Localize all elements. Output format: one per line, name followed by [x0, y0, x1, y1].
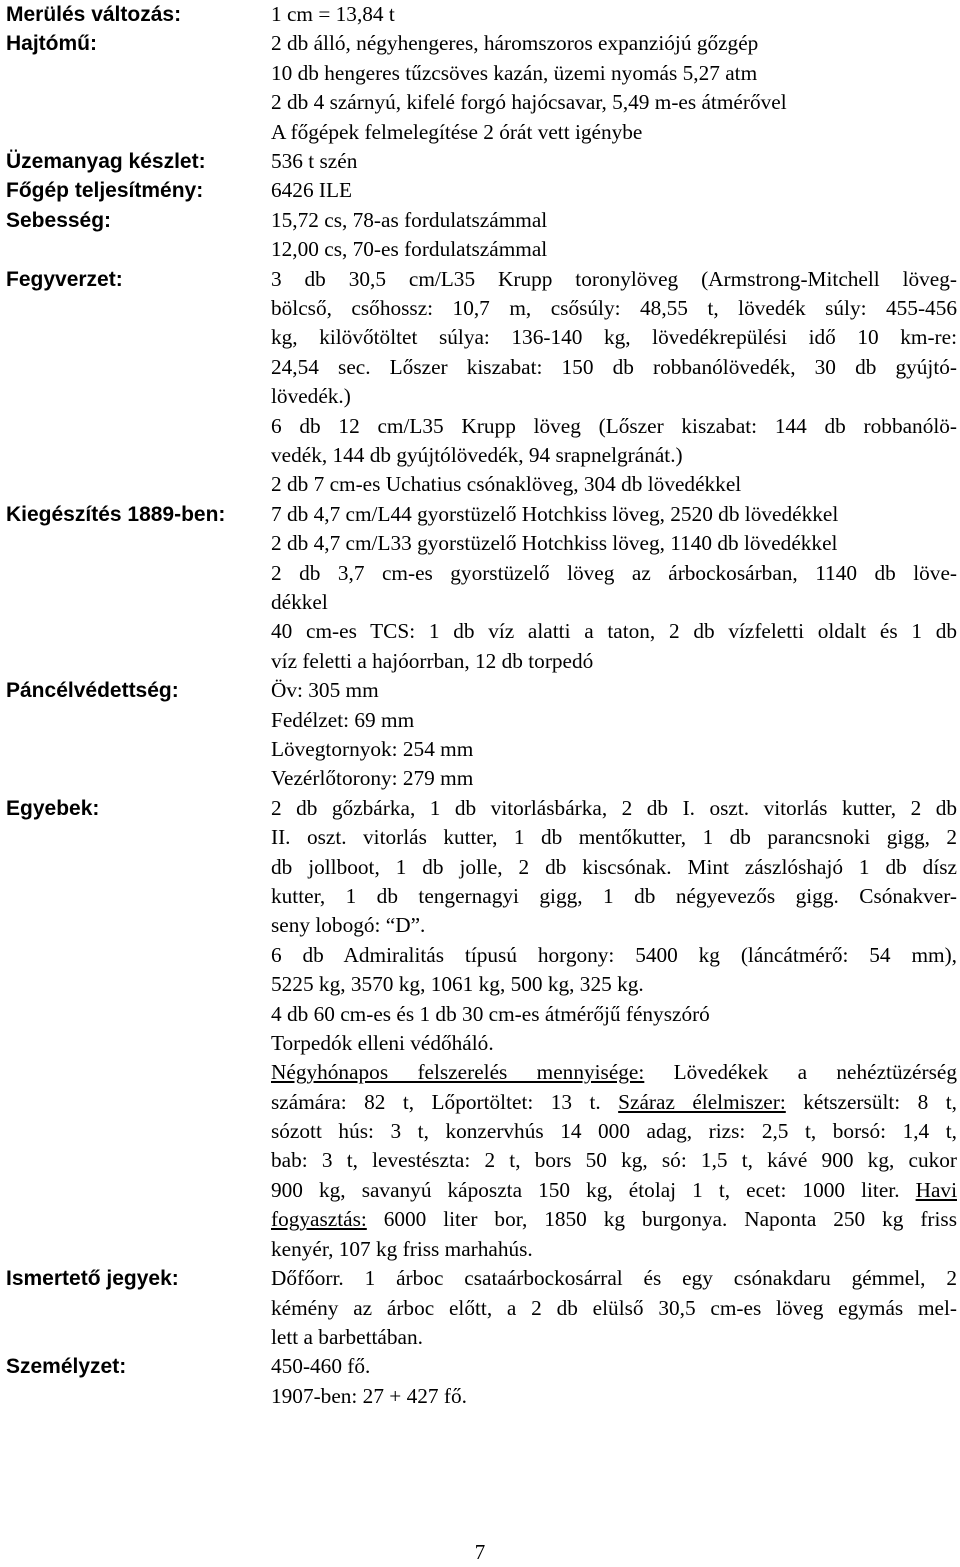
spec-value	[271, 794, 957, 1264]
text-line: 2 db 3,7 cm-es gyorstüzelő löveg az árbockosárban, 1140 db löve-	[271, 560, 957, 585]
text-line: db jollboot, 1 db jolle, 2 db kiscsónak. Mint zászlóshajó 1 db dísz	[271, 854, 957, 879]
spec-value	[271, 176, 957, 205]
text-line: 12,00 cs, 70-es fordulatszámmal	[271, 237, 548, 262]
spec-value	[271, 206, 957, 265]
text-line: Lövegtornyok: 254 mm	[271, 736, 474, 761]
spec-label: Merülés változás:	[6, 3, 182, 26]
dry-food-heading: Száraz élelmiszer:	[618, 1089, 786, 1114]
supply-line-6	[271, 1205, 957, 1234]
text-line: 10 db hengeres tűzcsöves kazán, üzemi nyomás 5,27 atm	[271, 60, 758, 85]
spec-value	[271, 0, 957, 29]
spec-label: Páncélvédettség:	[6, 679, 179, 703]
spec-value	[271, 265, 957, 500]
text-run: kétszersült: 8 t,	[785, 1089, 957, 1114]
text-line: bölcső, csőhossz: 10,7 m, csősúly: 48,55 t, lövedék súly: 455-456	[271, 295, 957, 320]
text-line: II. oszt. vitorlás kutter, 1 db mentőkutter, 1 db parancsnoki gigg, 2	[271, 825, 957, 850]
text-line: kenyér, 107 kg friss marhahús.	[271, 1236, 533, 1261]
spec-label: Főgép teljesítmény:	[6, 179, 204, 203]
text-line: 1907-ben: 27 + 427 fő.	[271, 1383, 467, 1408]
text-line: 15,72 cs, 78-as fordulatszámmal	[271, 207, 548, 232]
spec-label: Kiegészítés 1889-ben:	[6, 502, 226, 526]
text-run: Lövedékek a nehéztüzérség	[644, 1060, 957, 1085]
spec-label: Ismertető jegyek:	[6, 1267, 179, 1291]
text-line: dékkel	[271, 589, 328, 614]
text-line: Torpedók elleni védőháló.	[271, 1030, 494, 1055]
text-line: kg, kilövőtöltet súlya: 136-140 kg, lövedékrepülési idő 10 km-re:	[271, 325, 957, 350]
text-line: Dőfőorr. 1 árboc csataárbockosárral és egy csónakdaru gémmel, 2	[271, 1266, 957, 1291]
text-line: lett a barbettában.	[271, 1324, 423, 1349]
spec-label: Sebesség:	[6, 208, 112, 232]
text-line: 24,54 sec. Lőszer kiszabat: 150 db robbanólövedék, 30 db gyújtó-	[271, 354, 957, 379]
text-line: 450-460 fő.	[271, 1354, 371, 1379]
text-line: Öv: 305 mm	[271, 678, 379, 703]
text-line: 2 db 7 cm-es Uchatius csónaklöveg, 304 db lövedékkel	[271, 472, 742, 497]
spec-value	[271, 147, 957, 176]
text-line: kutter, 1 db tengernagyi gigg, 1 db négyevezős gigg. Csónakver-	[271, 883, 957, 908]
text-line: 3 db 30,5 cm/L35 Krupp toronylöveg (Armstrong-Mitchell löveg-	[271, 266, 957, 291]
text-line: 40 cm-es TCS: 1 db víz alatti a taton, 2 db vízfeletti oldalt és 1 db	[271, 619, 957, 644]
spec-value	[271, 676, 957, 794]
supply-line-1	[271, 1058, 957, 1087]
text-line: 2 db 4 szárnyú, kifelé forgó hajócsavar, 5,49 m-es átmérővel	[271, 90, 787, 115]
text-line: Vezérlőtorony: 279 mm	[271, 766, 474, 791]
supply-line-5	[271, 1176, 957, 1205]
supply-heading: Négyhónapos felszerelés mennyisége:	[271, 1060, 645, 1085]
text-line: kémény az árboc előtt, a 2 db elülső 30,5 cm-es löveg egymás mel-	[271, 1295, 957, 1320]
spec-label: Személyzet:	[6, 1355, 127, 1379]
text-run: számára: 82 t, Lőportöltet: 13 t.	[271, 1089, 619, 1114]
spec-value	[271, 500, 957, 676]
text-line: víz feletti a hajóorrban, 12 db torpedó	[271, 648, 594, 673]
text-run: 6000 liter bor, 1850 kg burgonya. Naponta 250 kg friss	[366, 1207, 957, 1232]
text-line: lövedék.)	[271, 384, 351, 409]
spec-label: Fegyverzet:	[6, 267, 123, 291]
text-line: bab: 3 t, levestészta: 2 t, bors 50 kg, só: 1,5 t, kávé 900 kg, cukor	[271, 1148, 957, 1173]
consumption-heading: fogyasztás:	[271, 1207, 367, 1232]
text-line: 6 db 12 cm/L35 Krupp löveg (Lőszer kiszabat: 144 db robbanólö-	[271, 413, 957, 438]
text-line: 6426 ILE	[271, 178, 353, 203]
text-line: 6 db Admiralitás típusú horgony: 5400 kg (láncátmérő: 54 mm),	[271, 942, 957, 967]
supply-line-2	[271, 1088, 957, 1117]
spec-label: Egyebek:	[6, 796, 100, 820]
text-line: 7 db 4,7 cm/L44 gyorstüzelő Hotchkiss löveg, 2520 db lövedékkel	[271, 501, 839, 526]
spec-value	[271, 29, 957, 147]
monthly-heading: Havi	[915, 1177, 957, 1202]
text-line: A főgépek felmelegítése 2 órát vett igénybe	[271, 119, 643, 144]
text-line: 2 db 4,7 cm/L33 gyorstüzelő Hotchkiss löveg, 1140 db lövedékkel	[271, 531, 838, 556]
text-line: 2 db álló, négyhengeres, háromszoros expanziójú gőzgép	[271, 31, 759, 56]
text-line: 5225 kg, 3570 kg, 1061 kg, 500 kg, 325 kg.	[271, 972, 644, 997]
spec-label: Hajtómű:	[6, 32, 97, 56]
text-line: 2 db gőzbárka, 1 db vitorlásbárka, 2 db I. oszt. vitorlás kutter, 2 db	[271, 795, 957, 820]
text-line: sózott hús: 3 t, konzervhús 14 000 adag, rizs: 2,5 t, borsó: 1,4 t,	[271, 1119, 957, 1144]
text-line: seny lobogó: “D”.	[271, 913, 426, 938]
text-line: vedék, 144 db gyújtólövedék, 94 srapnelgránát.)	[271, 442, 683, 467]
spec-value	[271, 1264, 957, 1352]
text-run: 900 kg, savanyú káposzta 150 kg, étolaj 1 t, ecet: 1000 liter.	[271, 1177, 916, 1202]
page-number: 7	[474, 1540, 486, 1564]
spec-value	[271, 1352, 957, 1411]
text-line: 1 cm = 13,84 t	[271, 2, 395, 26]
text-line: 4 db 60 cm-es és 1 db 30 cm-es átmérőjű fényszóró	[271, 1001, 710, 1026]
spec-label: Üzemanyag készlet:	[6, 150, 206, 173]
text-line: Fedélzet: 69 mm	[271, 707, 415, 732]
text-line: 536 t szén	[271, 149, 358, 173]
